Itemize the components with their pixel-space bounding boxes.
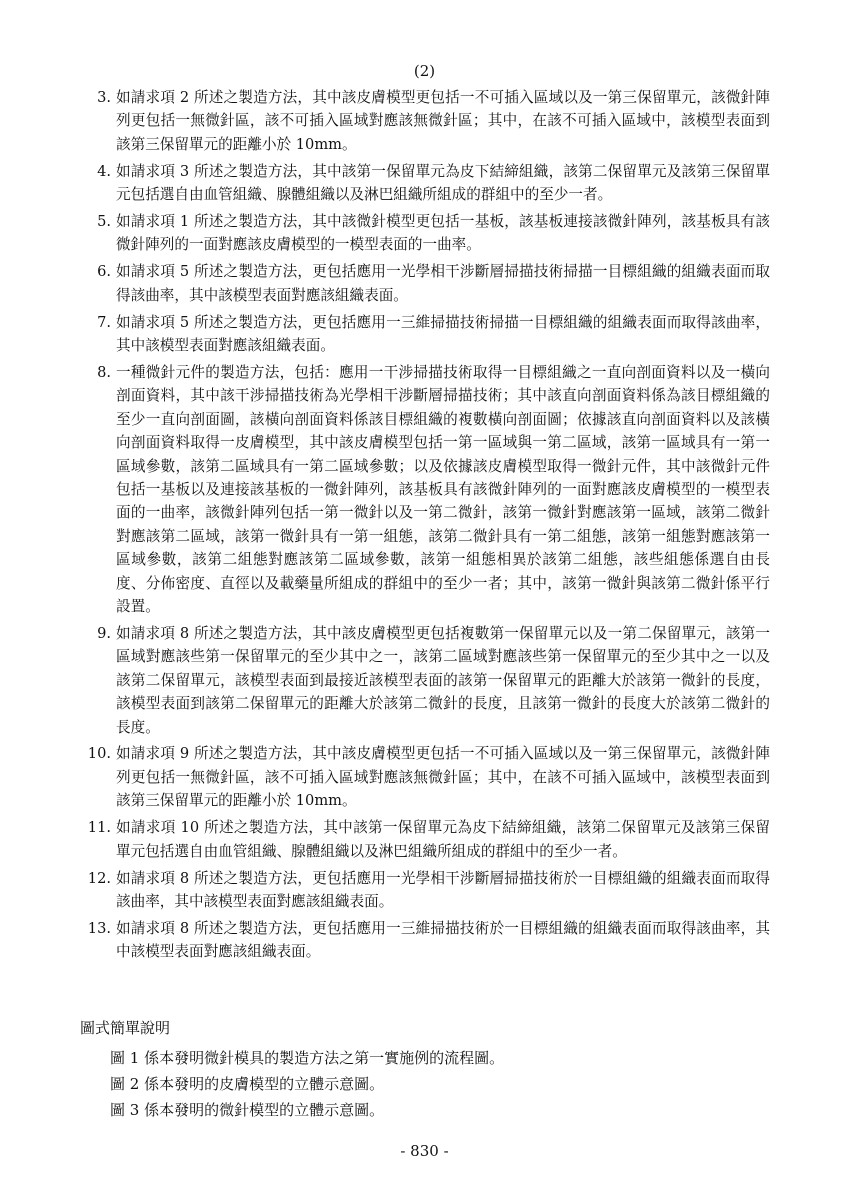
claim-text: 如請求項 3 所述之製造方法，其中該第一保留單元為皮下結締組織，該第二保留單元及該第三保留單元包括選自由血管組織、腺體組織以及淋巴組織所組成的群組中的至少一者。 (116, 162, 770, 204)
claim-number: 3. (97, 89, 111, 106)
claim-number: 7. (97, 313, 111, 331)
claim-text: 如請求項 5 所述之製造方法，更包括應用一光學相干涉斷層掃描技術掃描一目標組織的組織表面而取得該曲率，其中該模型表面對應該組織表面。 (116, 263, 770, 304)
claim-item (80, 361, 770, 618)
claim-text: 如請求項 2 所述之製造方法，其中該皮膚模型更包括一不可插入區域以及一第三保留單元，該微針陣列更包括一無微針區，該不可插入區域對應該無微針區；其中，在該不可插入區域中，該模型表面到該第三保留單元的距離小於 10mm。 (116, 89, 770, 153)
claim-text: 如請求項 8 所述之製造方法，更包括應用一光學相干涉斷層掃描技術於一目標組織的組織表面而取得該曲率，其中該模型表面對應該組織表面。 (116, 869, 770, 910)
claim-text: 如請求項 1 所述之製造方法，其中該微針模型更包括一基板，該基板連接該微針陣列，該基板具有該微針陣列的一面對應該皮膚模型的一模型表面的一曲率。 (116, 213, 770, 254)
claim-item (80, 622, 770, 739)
claim-number: 5. (97, 213, 111, 231)
claim-item (80, 742, 770, 812)
claim-text: 如請求項 8 所述之製造方法，其中該皮膚模型更包括複數第一保留單元以及一第二保留單元，該第一區域對應該些第一保留單元的至少其中之一，該第二區域對應該些第一保留單元的至少其中之一以及該第二保留單元，該模型表面到最接近該模型表面的該第一保留單元的距離大於該第一微針的長度，該模型表面到該第二保留單元的距離大於該第二微針的長度，且該第一微針的長度大於該第二微針的長度。 (116, 624, 770, 736)
claim-item (80, 867, 770, 914)
claim-number: 10. (87, 745, 111, 763)
page-label: (2) (413, 62, 436, 80)
claim-number: 4. (97, 162, 111, 180)
claim-number: 9. (97, 624, 111, 642)
claim-text: 如請求項 5 所述之製造方法，更包括應用一三維掃描技術掃描一目標組織的組織表面而取得該曲率，其中該模型表面對應該組織表面。 (116, 313, 770, 355)
claim-item (80, 816, 770, 863)
claim-item (80, 210, 770, 257)
figure-description: 圖 1 係本發明微針模具的製造方法之第一實施例的流程圖。 (110, 1049, 505, 1067)
claim-text: 如請求項 8 所述之製造方法，更包括應用一三維掃描技術於一目標組織的組織表面而取得該曲率，其中該模型表面對應該組織表面。 (116, 919, 770, 961)
claim-item (80, 260, 770, 307)
claim-number: 13. (87, 919, 111, 937)
claims-list (80, 86, 770, 967)
claim-number: 8. (97, 363, 111, 381)
claim-item (80, 86, 770, 156)
claim-item (80, 311, 770, 358)
figures-list (110, 1045, 504, 1123)
figure-description: 圖 3 係本發明的微針模型的立體示意圖。 (110, 1101, 385, 1119)
footer-page-number: - 830 - (400, 1142, 449, 1160)
figures-section-title: 圖式簡單說明 (80, 1019, 171, 1037)
claim-text: 如請求項 10 所述之製造方法，其中該第一保留單元為皮下結締組織，該第二保留單元及該第三保留單元包括選自由血管組織、腺體組織以及淋巴組織所組成的群組中的至少一者。 (116, 819, 770, 860)
claim-text: 如請求項 9 所述之製造方法，其中該皮膚模型更包括一不可插入區域以及一第三保留單元，該微針陣列更包括一無微針區，該不可插入區域對應該無微針區；其中，在該不可插入區域中，該模型表面到該第三保留單元的距離小於 10mm。 (116, 745, 770, 810)
claim-item (80, 160, 770, 207)
claim-number: 6. (97, 263, 111, 281)
claim-number: 11. (87, 819, 111, 837)
claim-item (80, 917, 770, 964)
claim-number: 12. (87, 869, 111, 887)
claim-text: 一種微針元件的製造方法，包括：應用一干涉掃描技術取得一目標組織之一直向剖面資料以及一橫向剖面資料，其中該干涉掃描技術為光學相干涉斷層掃描技術；其中該直向剖面資料係為該目標組織的至少一直向剖面圖，該橫向剖面資料係該目標組織的複數橫向剖面圖；依據該直向剖面資料以及該橫向剖面資料取得一皮膚模型，其中該皮膚模型包括一第一區域與一第二區域，該第一區域具有一第一區域參數，該第二區域具有一第二區域參數；以及依據該皮膚模型取得一微針元件，其中該微針元件包括一基板以及連接該基板的一微針陣列，該基板具有該微針陣列的一面對應該皮膚模型的一模型表面的一曲率，該微針陣列包括一第一微針以及一第二微針，該第一微針對應該第一區域，該第二微針對應該第二區域，該第一微針具有一第一組態，該第二微針具有一第二組態，該第一組態對應該第一區域參數，該第二組態對應該第二區域參數，該第一組態相異於該第二組態，該些組態係選自由長度、分佈密度、直徑以及載藥量所組成的群組中的至少一者；其中，該第一微針與該第二微針係平行設置。 (116, 363, 770, 616)
figure-description: 圖 2 係本發明的皮膚模型的立體示意圖。 (110, 1075, 385, 1093)
